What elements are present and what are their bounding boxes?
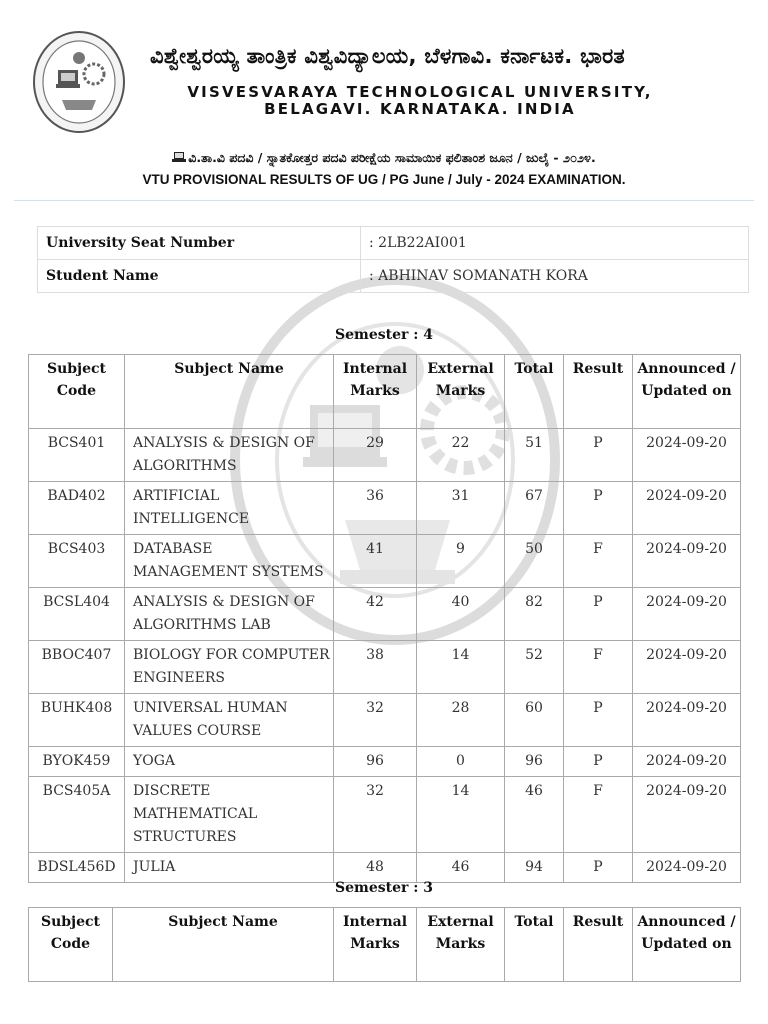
internal-marks: 38 xyxy=(334,641,417,694)
total-marks: 82 xyxy=(505,588,564,641)
subject-name: UNIVERSAL HUMAN VALUES COURSE xyxy=(125,694,334,747)
result: F xyxy=(564,641,633,694)
internal-marks: 48 xyxy=(334,853,417,883)
subject-code: BYOK459 xyxy=(29,747,125,777)
col-total: Total xyxy=(505,355,564,429)
total-marks: 67 xyxy=(505,482,564,535)
total-marks: 96 xyxy=(505,747,564,777)
external-marks: 46 xyxy=(417,853,505,883)
table-row xyxy=(29,535,741,588)
university-name-english: VISVESVARAYA TECHNOLOGICAL UNIVERSITY, xyxy=(187,83,653,101)
table-row xyxy=(29,588,741,641)
result: P xyxy=(564,429,633,482)
subject-code: BCS403 xyxy=(29,535,125,588)
semester-4-heading: Semester : 4 xyxy=(334,327,434,343)
result: P xyxy=(564,853,633,883)
subject-name: ANALYSIS & DESIGN OF ALGORITHMS xyxy=(125,429,334,482)
total-marks: 60 xyxy=(505,694,564,747)
usn-label: University Seat Number xyxy=(38,227,361,260)
col-internal-marks: Internal Marks xyxy=(334,908,417,982)
subject-name: ANALYSIS & DESIGN OF ALGORITHMS LAB xyxy=(125,588,334,641)
subject-code: BBOC407 xyxy=(29,641,125,694)
internal-marks: 96 xyxy=(334,747,417,777)
table-row xyxy=(29,777,741,853)
result: F xyxy=(564,535,633,588)
result: F xyxy=(564,777,633,853)
subject-code: BCS405A xyxy=(29,777,125,853)
col-result: Result xyxy=(564,355,633,429)
subject-code: BUHK408 xyxy=(29,694,125,747)
external-marks: 14 xyxy=(417,641,505,694)
col-announced: Announced / Updated on xyxy=(633,355,741,429)
subject-code: BAD402 xyxy=(29,482,125,535)
announced-date: 2024-09-20 xyxy=(633,535,741,588)
student-name-row xyxy=(38,260,749,293)
internal-marks: 42 xyxy=(334,588,417,641)
col-subject-name: Subject Name xyxy=(113,908,334,982)
subject-name: YOGA xyxy=(125,747,334,777)
external-marks: 14 xyxy=(417,777,505,853)
col-result: Result xyxy=(564,908,633,982)
announced-date: 2024-09-20 xyxy=(633,482,741,535)
student-info-table xyxy=(37,226,749,293)
external-marks: 28 xyxy=(417,694,505,747)
announced-date: 2024-09-20 xyxy=(633,429,741,482)
table-row xyxy=(29,853,741,883)
table-header-row xyxy=(29,355,741,429)
announced-date: 2024-09-20 xyxy=(633,641,741,694)
external-marks: 40 xyxy=(417,588,505,641)
internal-marks: 41 xyxy=(334,535,417,588)
semester-3-results-table xyxy=(28,907,741,982)
subject-name: JULIA xyxy=(125,853,334,883)
external-marks: 31 xyxy=(417,482,505,535)
results-title-english: VTU PROVISIONAL RESULTS OF UG / PG June / July - 2024 EXAMINATION. xyxy=(142,172,626,187)
internal-marks: 36 xyxy=(334,482,417,535)
subject-name: BIOLOGY FOR COMPUTER ENGINEERS xyxy=(125,641,334,694)
announced-date: 2024-09-20 xyxy=(633,694,741,747)
laptop-icon xyxy=(172,151,186,163)
announced-date: 2024-09-20 xyxy=(633,777,741,853)
result: P xyxy=(564,747,633,777)
external-marks: 9 xyxy=(417,535,505,588)
col-external-marks: External Marks xyxy=(417,908,505,982)
table-row xyxy=(29,694,741,747)
university-location: BELAGAVI. KARNATAKA. INDIA xyxy=(264,100,576,118)
table-row xyxy=(29,429,741,482)
total-marks: 51 xyxy=(505,429,564,482)
col-subject-code: Subject Code xyxy=(29,908,113,982)
col-announced: Announced / Updated on xyxy=(633,908,741,982)
announced-date: 2024-09-20 xyxy=(633,853,741,883)
results-title-kannada-text: ವಿ.ತಾ.ವಿ ಪದವಿ / ಸ್ನಾತಕೋತ್ತರ ಪದವಿ ಪರೀಕ್ಷೆಯ ಸಾಮಾಯಿಕ ಫಲಿತಾಂಶ ಜೂನ / ಜುಲೈ - ೨೦೨೪. xyxy=(188,150,596,165)
col-external-marks: External Marks xyxy=(417,355,505,429)
page-header xyxy=(0,0,768,200)
usn-row xyxy=(38,227,749,260)
announced-date: 2024-09-20 xyxy=(633,747,741,777)
subject-name: ARTIFICIAL INTELLIGENCE xyxy=(125,482,334,535)
col-total: Total xyxy=(505,908,564,982)
semester-4-results-table xyxy=(28,354,741,883)
total-marks: 50 xyxy=(505,535,564,588)
usn-value: : 2LB22AI001 xyxy=(361,227,749,260)
result: P xyxy=(564,482,633,535)
col-internal-marks: Internal Marks xyxy=(334,355,417,429)
subject-code: BDSL456D xyxy=(29,853,125,883)
col-subject-code: Subject Code xyxy=(29,355,125,429)
result: P xyxy=(564,694,633,747)
total-marks: 94 xyxy=(505,853,564,883)
university-logo xyxy=(32,30,126,134)
internal-marks: 32 xyxy=(334,777,417,853)
total-marks: 46 xyxy=(505,777,564,853)
student-name-value: : ABHINAV SOMANATH KORA xyxy=(361,260,749,293)
external-marks: 0 xyxy=(417,747,505,777)
table-row xyxy=(29,641,741,694)
internal-marks: 29 xyxy=(334,429,417,482)
subject-name: DISCRETE MATHEMATICAL STRUCTURES xyxy=(125,777,334,853)
semester-3-heading: Semester : 3 xyxy=(334,880,434,896)
student-name-label: Student Name xyxy=(38,260,361,293)
university-name-kannada: ವಿಶ್ವೇಶ್ವರಯ್ಯ ತಾಂತ್ರಿಕ ವಿಶ್ವವಿದ್ಯಾಲಯ, ಬೆಳಗಾವಿ. ಕರ್ನಾಟಕ. ಭಾರತ xyxy=(150,44,625,68)
subject-name: DATABASE MANAGEMENT SYSTEMS xyxy=(125,535,334,588)
internal-marks: 32 xyxy=(334,694,417,747)
total-marks: 52 xyxy=(505,641,564,694)
table-header-row xyxy=(29,908,741,982)
header-divider xyxy=(14,200,754,201)
table-row xyxy=(29,747,741,777)
col-subject-name: Subject Name xyxy=(125,355,334,429)
table-row xyxy=(29,482,741,535)
announced-date: 2024-09-20 xyxy=(633,588,741,641)
subject-code: BCSL404 xyxy=(29,588,125,641)
subject-code: BCS401 xyxy=(29,429,125,482)
results-title-kannada xyxy=(0,150,768,166)
result: P xyxy=(564,588,633,641)
external-marks: 22 xyxy=(417,429,505,482)
